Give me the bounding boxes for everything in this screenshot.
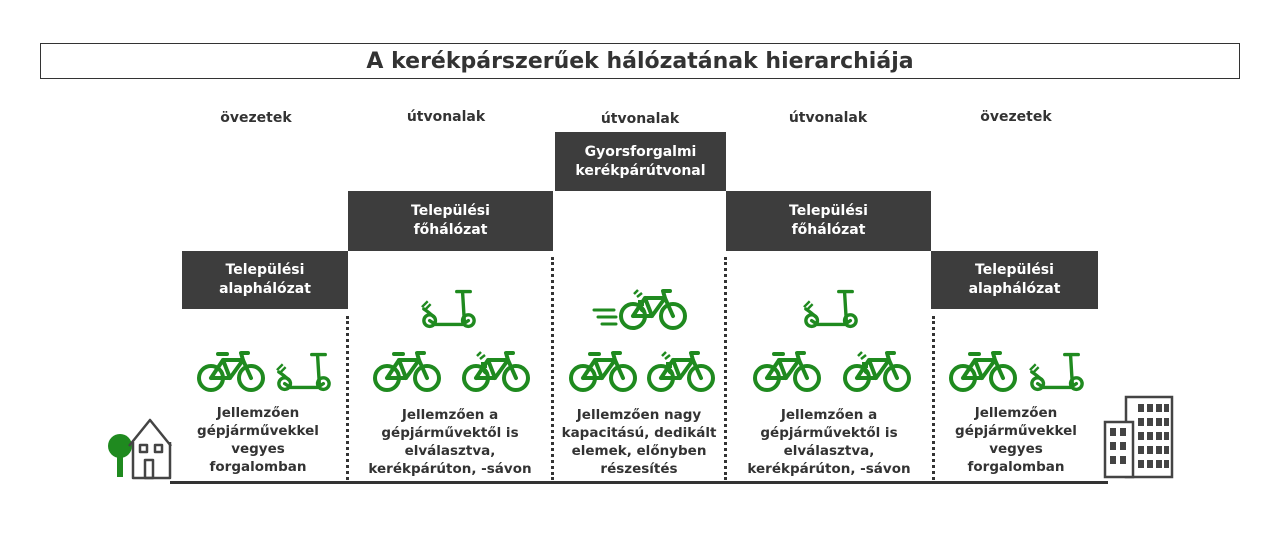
e-scooter-icon bbox=[1028, 350, 1086, 394]
apartment-building-icon bbox=[1102, 394, 1176, 480]
bicycle-icon bbox=[948, 350, 1018, 394]
tier-express-route: Gyorsforgalmi kerékpárútvonal bbox=[555, 132, 726, 191]
fast-e-bike-icon bbox=[592, 286, 690, 332]
tier-main-network-right: Települési főhálózat bbox=[726, 191, 931, 251]
e-bike-icon bbox=[646, 350, 716, 394]
column-label-1: övezetek bbox=[220, 110, 292, 126]
e-scooter-icon bbox=[420, 287, 478, 331]
house-icon bbox=[126, 416, 174, 480]
description-1: Jellemzően gépjárművekkel vegyes forgalomban bbox=[197, 405, 319, 475]
e-scooter-icon bbox=[802, 287, 860, 331]
column-label-3: útvonalak bbox=[600, 111, 680, 127]
description-4: Jellemzően a gépjárművektől is elválasztva, kerékpárúton, -sávon bbox=[747, 407, 911, 477]
divider-3 bbox=[724, 257, 727, 480]
divider-4 bbox=[932, 316, 935, 480]
e-bike-icon bbox=[842, 350, 912, 394]
tier-base-network-left: Települési alaphálózat bbox=[182, 251, 348, 309]
tier-base-network-right: Települési alaphálózat bbox=[931, 251, 1098, 309]
description-2: Jellemzően a gépjárművektől is elválasztva, kerékpárúton, -sávon bbox=[368, 407, 532, 477]
tier-main-network-left: Települési főhálózat bbox=[348, 191, 553, 251]
diagram-title: A kerékpárszerűek hálózatának hierarchiája bbox=[40, 43, 1240, 79]
e-scooter-icon bbox=[275, 350, 333, 394]
bicycle-icon bbox=[568, 350, 638, 394]
divider-1 bbox=[346, 316, 349, 480]
bicycle-icon bbox=[196, 350, 266, 394]
column-label-2: útvonalak bbox=[406, 109, 486, 125]
column-label-5: övezetek bbox=[980, 109, 1052, 125]
e-bike-icon bbox=[461, 350, 531, 394]
column-label-4: útvonalak bbox=[788, 110, 868, 126]
description-5: Jellemzően gépjárművekkel vegyes forgalomban bbox=[955, 405, 1077, 475]
bicycle-icon bbox=[372, 350, 442, 394]
ground-line bbox=[170, 481, 1108, 484]
description-3: Jellemzően nagy kapacitású, dedikált elemek, előnyben részesítés bbox=[561, 407, 717, 477]
bicycle-icon bbox=[752, 350, 822, 394]
